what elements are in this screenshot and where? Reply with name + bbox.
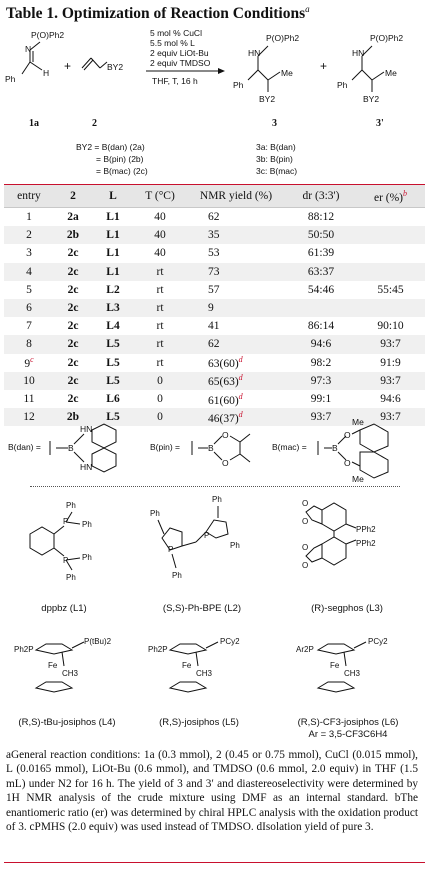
- cell-substrate: [54, 299, 92, 317]
- cell-entry-value: 1: [26, 211, 32, 224]
- cell-dr: [286, 226, 356, 244]
- cell-er: [356, 372, 425, 390]
- cell-ligand-value: L1: [106, 265, 120, 278]
- cell-yield: [186, 281, 286, 299]
- ligand-name-l4: (R,S)-tBu-josiphos (L4): [18, 717, 116, 728]
- ligand-name-l1: dppbz (L1): [41, 603, 87, 614]
- table-row: [4, 263, 425, 281]
- product3p-ph-label: Ph: [337, 80, 348, 90]
- cell-er-value: 94:6: [380, 392, 401, 405]
- cell-substrate: [54, 317, 92, 335]
- cell-yield: [186, 263, 286, 281]
- cell-temperature-value: rt: [156, 302, 164, 315]
- table-row: [4, 226, 425, 244]
- cell-temperature-value: 40: [154, 211, 166, 224]
- cf3-josiphos-structure: [318, 642, 366, 692]
- optimization-table-wrapper: [4, 184, 425, 426]
- by2-def-1: BY2 = B(dan) (2a): [76, 142, 145, 152]
- cell-ligand-value: L1: [106, 247, 120, 260]
- by2-def-2: = B(pin) (2b): [96, 154, 144, 164]
- table-row: [4, 244, 425, 262]
- cell-ligand: [92, 263, 134, 281]
- table-row: [4, 281, 425, 299]
- cell-yield-value: 65(63): [208, 376, 239, 389]
- prod-def-2: 3b: B(pin): [256, 154, 293, 164]
- bpin-b: B: [208, 443, 214, 453]
- cell-temperature: [134, 372, 186, 390]
- cell-dr: [286, 244, 356, 262]
- cell-ligand-value: L5: [106, 411, 120, 424]
- cell-entry: [4, 226, 54, 244]
- table-title-text: Table 1. Optimization of Reaction Conditions: [6, 5, 306, 23]
- label-2: 2: [92, 118, 97, 129]
- cell-substrate: [54, 390, 92, 408]
- product3p-hn-label: HN: [352, 48, 365, 58]
- cell-temperature-value: rt: [156, 265, 164, 278]
- cell-ligand-value: L2: [106, 283, 120, 296]
- cell-substrate: [54, 208, 92, 227]
- ligand-name-l6: (R,S)-CF3-josiphos (L6): [297, 717, 399, 728]
- boron-definitions: [0, 416, 429, 484]
- cell-dr: [286, 317, 356, 335]
- cell-yield-value: 46(37): [208, 412, 239, 425]
- cell-yield-value: 35: [208, 229, 220, 242]
- cell-yield: [186, 372, 286, 390]
- segphos-o1: O: [302, 499, 309, 508]
- cell-ligand: [92, 354, 134, 372]
- cell-dr-value: 61:39: [307, 247, 335, 260]
- cell-ligand: [92, 335, 134, 353]
- cell-substrate: [54, 335, 92, 353]
- cell-yield: [186, 226, 286, 244]
- cell-yield-value: 61(60): [208, 394, 239, 407]
- cell-temperature-value: rt: [156, 283, 164, 296]
- cell-entry-footnote-marker: c: [30, 355, 34, 365]
- cell-temperature-value: 40: [154, 247, 166, 260]
- cell-er: [356, 317, 425, 335]
- cell-yield-footnote-marker: d: [238, 391, 243, 401]
- l5-pcy2: PCy2: [220, 637, 240, 646]
- cell-er: [356, 354, 425, 372]
- cell-yield-value: 62: [208, 338, 220, 351]
- product3p-me-label: Me: [385, 68, 397, 78]
- title-footnote-marker: a: [305, 4, 310, 14]
- cell-entry-value: 10: [23, 374, 35, 387]
- cell-ligand-value: L5: [106, 374, 120, 387]
- l6-fe: Fe: [330, 661, 340, 670]
- product3p-pph2-label: P(O)Ph2: [370, 33, 404, 43]
- table-row: [4, 372, 425, 390]
- segphos-o2: O: [302, 517, 309, 526]
- product3p-by2-label: BY2: [363, 94, 380, 104]
- cell-substrate: [54, 372, 92, 390]
- condition-2: 5.5 mol % L: [150, 38, 195, 48]
- l6-ar2p: Ar2P: [296, 645, 314, 654]
- bpin-label: B(pin) =: [150, 442, 180, 452]
- cell-ligand: [92, 281, 134, 299]
- condition-1: 5 mol % CuCl: [150, 28, 202, 38]
- bmac-o-bottom: O: [344, 458, 351, 468]
- l4-ph2p: Ph2P: [14, 645, 34, 654]
- cell-substrate-value: 2c: [67, 283, 79, 296]
- table-header-row: [4, 185, 425, 208]
- cell-entry-value: 11: [23, 392, 35, 405]
- cell-substrate-value: 2b: [66, 229, 80, 242]
- bpin-o-top: O: [222, 430, 229, 440]
- ligand-l6-ar-def: Ar = 3,5-CF3C6H4: [308, 729, 388, 740]
- cell-yield: [186, 317, 286, 335]
- cell-dr-value: 97:3: [310, 374, 332, 387]
- product3-pph2-label: P(O)Ph2: [266, 33, 300, 43]
- cell-substrate: [54, 226, 92, 244]
- cell-temperature: [134, 244, 186, 262]
- bmac-b: B: [332, 443, 338, 453]
- cell-er-value: 93:7: [380, 374, 401, 387]
- l6-ch3: CH3: [344, 669, 361, 678]
- product3-by2-label: BY2: [259, 94, 276, 104]
- cell-temperature-value: 0: [157, 392, 163, 405]
- product3-ph-label: Ph: [233, 80, 244, 90]
- cell-temperature: [134, 263, 186, 281]
- prod-def-1: 3a: B(dan): [256, 142, 296, 152]
- cell-substrate-value: 2c: [67, 320, 79, 333]
- cell-entry: [4, 390, 54, 408]
- condition-4: 2 equiv TMDSO: [150, 58, 211, 68]
- cell-er: [356, 390, 425, 408]
- cell-entry-value: 4: [26, 265, 32, 278]
- cell-substrate-value: 2c: [67, 338, 79, 351]
- product3-hn-label: HN: [248, 48, 261, 58]
- cell-yield-value: 53: [208, 247, 220, 260]
- header-er-marker: b: [403, 188, 408, 198]
- allylboron-by2-label: BY2: [107, 62, 124, 72]
- header-ligand: L: [92, 185, 134, 208]
- ligand-name-l2: (S,S)-Ph-BPE (L2): [162, 603, 242, 614]
- dppbz-ph1: Ph: [66, 501, 76, 510]
- cell-ligand-value: L6: [106, 392, 120, 405]
- table-row: [4, 335, 425, 353]
- cell-yield-value: 63(60): [208, 358, 239, 370]
- dppbz-structure: [30, 512, 80, 570]
- cell-er: [356, 208, 425, 227]
- cell-ligand: [92, 317, 134, 335]
- cell-er: [356, 299, 425, 317]
- segphos-pph2-top: PPh2: [356, 525, 376, 534]
- cell-er: [356, 335, 425, 353]
- cell-entry: [4, 244, 54, 262]
- imine-pph2-label: P(O)Ph2: [31, 30, 65, 40]
- table-row: [4, 317, 425, 335]
- table-row: [4, 299, 425, 317]
- cell-ligand: [92, 299, 134, 317]
- cell-dr-value: 99:1: [310, 392, 332, 405]
- cell-er: [356, 263, 425, 281]
- ligand-name-l3: (R)-segphos (L3): [311, 603, 383, 614]
- l4-fe: Fe: [48, 661, 58, 670]
- segphos-o4: O: [302, 561, 309, 570]
- section-divider: [30, 486, 400, 487]
- table-row: [4, 390, 425, 408]
- cell-dr-value: 50:50: [307, 229, 335, 242]
- cell-entry-value: 9: [24, 358, 31, 370]
- cell-entry: [4, 354, 54, 372]
- bdan-hn-top: HN: [80, 424, 93, 434]
- cell-substrate-value: 2b: [66, 411, 80, 424]
- cell-yield: [186, 354, 286, 372]
- bmac-label: B(mac) =: [272, 442, 307, 452]
- plus-sign-2: +: [320, 59, 328, 73]
- cell-er-value: 90:10: [377, 320, 404, 333]
- by2-def-3: = B(mac) (2c): [96, 166, 148, 176]
- cell-substrate-value: 2c: [67, 265, 79, 278]
- cell-temperature-value: 0: [157, 411, 163, 424]
- cell-temperature-value: rt: [156, 320, 164, 333]
- cell-dr: [286, 299, 356, 317]
- cell-entry-value: 12: [23, 411, 35, 424]
- cell-ligand: [92, 390, 134, 408]
- cell-yield-footnote-marker: d: [238, 373, 243, 383]
- cell-ligand: [92, 372, 134, 390]
- bpe-ph4: Ph: [230, 541, 240, 550]
- cell-dr: [286, 354, 356, 372]
- bpe-p-left: P: [168, 545, 174, 554]
- cell-entry-value: 7: [26, 320, 32, 333]
- cell-er: [356, 281, 425, 299]
- cell-yield: [186, 335, 286, 353]
- cell-temperature-value: 40: [154, 229, 166, 242]
- prod-def-3: 3c: B(mac): [256, 166, 298, 176]
- plus-sign-1: +: [64, 59, 72, 73]
- bmac-me-bottom: Me: [352, 474, 364, 484]
- label-1a: 1a: [29, 118, 39, 129]
- table-body: [4, 208, 425, 427]
- bpe-ph1: Ph: [150, 509, 160, 518]
- optimization-table: [4, 184, 425, 426]
- cell-er-value: 55:45: [377, 283, 404, 296]
- dppbz-ph4: Ph: [66, 573, 76, 582]
- segphos-o3: O: [302, 543, 309, 552]
- cell-yield: [186, 208, 286, 227]
- ligand-name-l5: (R,S)-josiphos (L5): [159, 717, 239, 728]
- bmac-o-top: O: [344, 430, 351, 440]
- cell-entry-value: 3: [26, 247, 32, 260]
- cell-dr-value: 98:2: [310, 356, 332, 369]
- cell-entry-value: 8: [26, 338, 32, 351]
- header-nmr-yield: NMR yield (%): [186, 185, 286, 208]
- cell-dr: [286, 335, 356, 353]
- segphos-structure: [306, 503, 356, 565]
- header-er: [356, 185, 425, 208]
- cell-ligand: [92, 208, 134, 227]
- cell-dr: [286, 390, 356, 408]
- l5-ch3: CH3: [196, 669, 213, 678]
- cell-substrate-value: 2c: [67, 392, 79, 405]
- cell-ligand-value: L4: [106, 320, 120, 333]
- condition-5: THF, T, 16 h: [152, 76, 198, 86]
- cell-entry: [4, 263, 54, 281]
- reaction-arrow-head: [218, 68, 225, 74]
- cell-entry-value: 5: [26, 283, 32, 296]
- table-bottom-rule: [4, 862, 425, 863]
- label-3: 3: [272, 118, 277, 129]
- header-entry: entry: [4, 185, 54, 208]
- bpe-p-right: P: [204, 531, 210, 540]
- cell-er: [356, 244, 425, 262]
- dppbz-ph3: Ph: [82, 553, 92, 562]
- cell-temperature: [134, 299, 186, 317]
- table-row: [4, 354, 425, 372]
- cell-ligand-value: L3: [106, 302, 120, 315]
- cell-substrate-value: 2c: [67, 247, 79, 260]
- bpe-ph3: Ph: [212, 495, 222, 504]
- dppbz-p-top: P: [63, 517, 69, 526]
- cell-substrate-value: 2a: [67, 211, 79, 224]
- bdan-b: B: [68, 443, 74, 453]
- cell-temperature: [134, 208, 186, 227]
- cell-substrate: [54, 244, 92, 262]
- ligand-structures: [0, 492, 429, 746]
- cell-ligand-value: L1: [106, 211, 120, 224]
- dppbz-p-bottom: P: [63, 556, 69, 565]
- cell-dr-value: 88:12: [307, 211, 335, 224]
- cell-dr: [286, 208, 356, 227]
- cell-yield: [186, 244, 286, 262]
- cell-yield-value: 41: [208, 320, 220, 333]
- cell-temperature-value: rt: [156, 356, 164, 369]
- bpe-ph2: Ph: [172, 571, 182, 580]
- cell-er-value: 93:7: [380, 338, 401, 351]
- cell-entry: [4, 299, 54, 317]
- label-3prime: 3': [376, 118, 384, 129]
- cell-dr: [286, 281, 356, 299]
- cell-yield-value: 9: [208, 302, 214, 315]
- l6-pcy2: PCy2: [368, 637, 388, 646]
- table-row: [4, 208, 425, 227]
- header-er-text: er (%): [373, 191, 404, 204]
- bmac-me-top: Me: [352, 417, 364, 427]
- cell-yield-footnote-marker: d: [238, 409, 243, 419]
- bpin-structure: [192, 434, 250, 462]
- tbu-josiphos-structure: [36, 642, 84, 692]
- l4-ch3: CH3: [62, 669, 79, 678]
- imine-h-label: H: [43, 68, 50, 78]
- condition-3: 2 equiv LiOt-Bu: [150, 48, 209, 58]
- cell-dr-value: 54:46: [307, 283, 335, 296]
- cell-yield-value: 62: [208, 211, 220, 224]
- josiphos-structure: [170, 642, 218, 692]
- cell-entry: [4, 335, 54, 353]
- cell-ligand-value: L5: [106, 356, 120, 369]
- cell-er-value: 91:9: [380, 356, 401, 369]
- allylboron-2-structure: [82, 58, 107, 70]
- cell-entry: [4, 372, 54, 390]
- cell-entry: [4, 281, 54, 299]
- bdan-hn-bottom: HN: [80, 462, 93, 472]
- cell-er-value: 93:7: [380, 411, 401, 424]
- cell-entry-value: 2: [26, 229, 32, 242]
- header-temperature: T (°C): [134, 185, 186, 208]
- l5-ph2p: Ph2P: [148, 645, 168, 654]
- cell-temperature: [134, 335, 186, 353]
- l5-fe: Fe: [182, 661, 192, 670]
- cell-dr: [286, 372, 356, 390]
- cell-temperature: [134, 317, 186, 335]
- cell-substrate: [54, 354, 92, 372]
- cell-entry: [4, 208, 54, 227]
- cell-entry: [4, 317, 54, 335]
- reaction-scheme: [0, 26, 429, 188]
- imine-ph-label: Ph: [5, 74, 16, 84]
- bmac-structure: [318, 424, 388, 478]
- cell-temperature-value: rt: [156, 338, 164, 351]
- cell-dr-value: 94:6: [310, 338, 332, 351]
- header-substrate: 2: [54, 185, 92, 208]
- table-title: [6, 4, 310, 23]
- cell-dr-value: 93:7: [310, 411, 332, 424]
- cell-temperature: [134, 390, 186, 408]
- dppbz-ph2: Ph: [82, 520, 92, 529]
- cell-er: [356, 226, 425, 244]
- cell-yield-value: 73: [208, 265, 220, 278]
- product3-me-label: Me: [281, 68, 293, 78]
- header-dr: dr (3:3'): [286, 185, 356, 208]
- cell-temperature: [134, 354, 186, 372]
- cell-temperature: [134, 226, 186, 244]
- cell-temperature: [134, 281, 186, 299]
- cell-substrate: [54, 281, 92, 299]
- cell-dr-value: 86:14: [307, 320, 335, 333]
- cell-ligand-value: L5: [106, 338, 120, 351]
- bdan-label: B(dan) =: [8, 442, 41, 452]
- cell-temperature-value: 0: [157, 374, 163, 387]
- cell-yield: [186, 299, 286, 317]
- cell-substrate-value: 2c: [67, 356, 79, 369]
- cell-substrate: [54, 263, 92, 281]
- cell-entry-value: 6: [26, 302, 32, 315]
- segphos-pph2-bottom: PPh2: [356, 539, 376, 548]
- cell-ligand-value: L1: [106, 229, 120, 242]
- bpin-o-bottom: O: [222, 458, 229, 468]
- cell-dr-value: 63:37: [307, 265, 335, 278]
- cell-yield: [186, 390, 286, 408]
- cell-substrate-value: 2c: [67, 302, 79, 315]
- imine-n-label: N: [25, 44, 32, 54]
- cell-yield-footnote-marker: d: [238, 355, 243, 365]
- cell-yield-value: 57: [208, 283, 220, 296]
- table-footnotes: aGeneral reaction conditions: 1a (0.3 mmol), 2 (0.45 or 0.75 mmol), CuCl (0.015 mmol), L (0.0165 mmol), LiOt-Bu (0.6 mmol), and TMDSO (0.6 mmol, 2.0 equiv) in THF (1.5 mL) under N2 for 16 h. The yield of 3 and 3′ and diastereoselectivity were determined by 1H NMR analysis of the crude mixture using DMF as an internal standard. bThe enantiomeric ratio (er) was determined by chiral HPLC analysis with the oxidation product of 3. cPMHS (2.0 equiv) was used instead of TMDSO. dIsolation yield of pure 3.: [6, 749, 418, 834]
- cell-substrate-value: 2c: [67, 374, 79, 387]
- cell-ligand: [92, 226, 134, 244]
- l4-ptbu2: P(tBu)2: [84, 637, 112, 646]
- cell-ligand: [92, 244, 134, 262]
- ph-bpe-structure: [158, 506, 228, 568]
- cell-dr: [286, 263, 356, 281]
